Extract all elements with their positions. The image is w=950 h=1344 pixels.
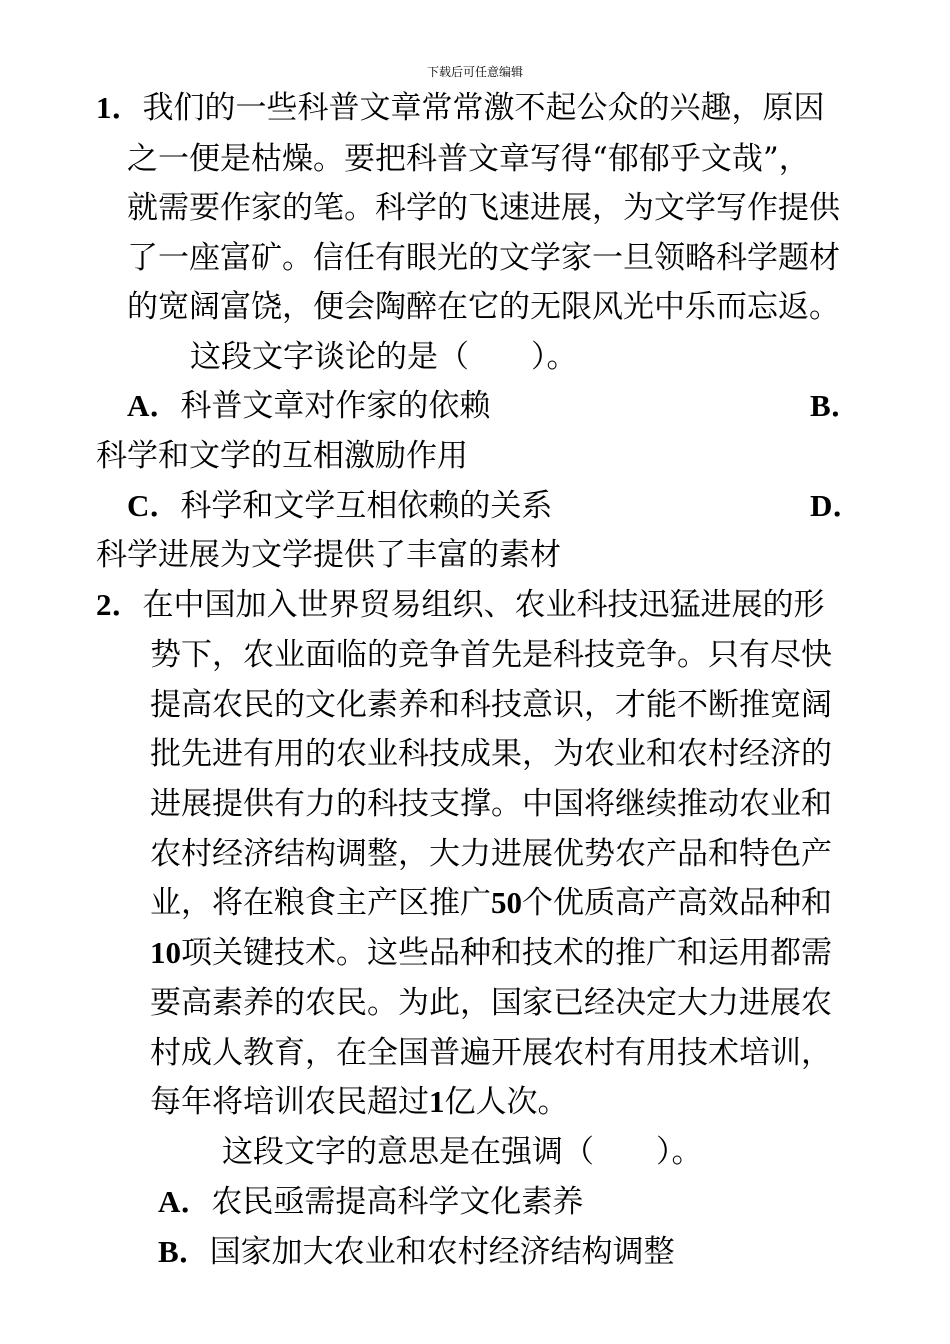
question-2-line-8: 10项关键技术。这些品种和技术的推广和运用都需 [150, 935, 832, 971]
question-2-option-a[interactable]: A．农民亟需提高科学文化素养 [158, 1184, 584, 1220]
question-2-line-9: 要高素养的农民。为此，国家已经决定大力进展农 [150, 985, 832, 1021]
question-1-option-b-text: 科学和文学的互相激励作用 [96, 438, 468, 474]
page-header: 下载后可任意编辑 [426, 65, 523, 79]
question-2-line-7: 业，将在粮食主产区推广50个优质高产高效品种和 [150, 885, 832, 921]
question-2-line-2: 势下，农业面临的竞争首先是科技竞争。只有尽快 [150, 637, 832, 673]
question-2-line-5: 进展提供有力的科技支撑。中国将继续推动农业和 [150, 786, 832, 822]
question-1-line-2: 之一便是枯燥。要把科普文章写得“郁郁乎文哉”， [127, 141, 810, 177]
question-1-line-3: 就需要作家的笔。科学的飞速进展，为文学写作提供 [127, 190, 840, 226]
question-1-option-d-text: 科学进展为文学提供了丰富的素材 [96, 537, 561, 573]
question-2-line-4: 批先进有用的农业科技成果，为农业和农村经济的 [150, 736, 832, 772]
question-1-option-c[interactable]: C．科学和文学互相依赖的关系 [127, 488, 553, 524]
question-1-line-4: 了一座富矿。信任有眼光的文学家一旦领略科学题材 [127, 240, 840, 276]
question-1-line-1: 1．我们的一些科普文章常常激不起公众的兴趣，原因 [96, 90, 825, 126]
question-1-option-d-label[interactable]: D． [810, 488, 864, 523]
question-2-option-b[interactable]: B．国家加大农业和农村经济结构调整 [158, 1234, 675, 1270]
question-2-line-1: 2．在中国加入世界贸易组织、农业科技迅猛进展的形 [96, 587, 825, 623]
question-2-line-11: 每年将培训农民超过1亿人次。 [150, 1084, 569, 1120]
question-1-prompt: 这段文字谈论的是（ ）。 [190, 339, 578, 375]
question-2-number: 2． [96, 587, 143, 622]
question-2-line-6: 农村经济结构调整，大力进展优势农产品和特色产 [150, 836, 832, 872]
question-1-line-5: 的宽阔富饶，便会陶醉在它的无限风光中乐而忘返。 [127, 289, 840, 325]
question-2-line-3: 提高农民的文化素养和科技意识，才能不断推宽阔 [150, 687, 832, 723]
question-1-number: 1． [96, 90, 143, 125]
question-2-line-10: 村成人教育，在全国普遍开展农村有用技术培训， [150, 1035, 832, 1071]
question-1-option-b-label[interactable]: B． [810, 388, 862, 423]
question-2-prompt: 这段文字的意思是在强调（ ）。 [222, 1134, 703, 1170]
question-1-option-a[interactable]: A．科普文章对作家的依赖 [127, 388, 491, 424]
